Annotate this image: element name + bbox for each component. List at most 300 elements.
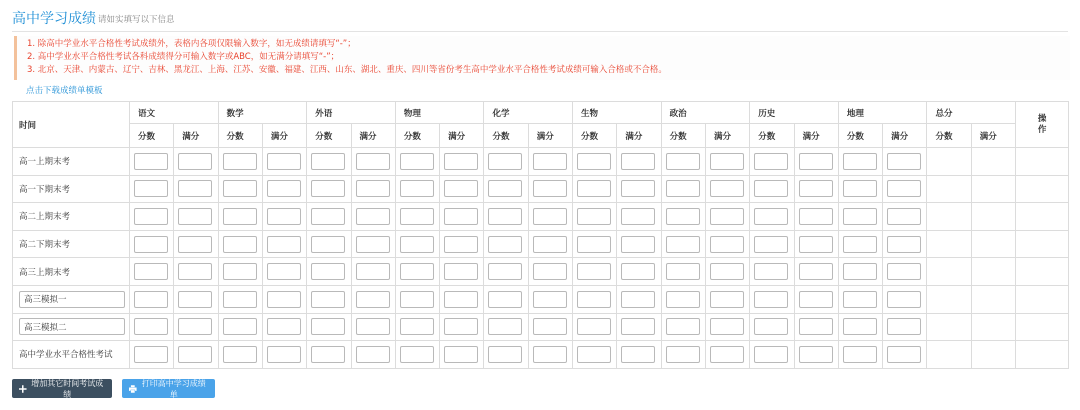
score-input[interactable] xyxy=(843,180,877,197)
score-input[interactable] xyxy=(134,318,168,335)
score-input[interactable] xyxy=(843,291,877,308)
score-input[interactable] xyxy=(311,208,345,225)
score-cell xyxy=(573,313,617,341)
score-input[interactable] xyxy=(311,318,345,335)
score-input[interactable] xyxy=(843,236,877,253)
full-score-input[interactable] xyxy=(887,180,921,197)
score-input[interactable] xyxy=(577,318,611,335)
full-score-input[interactable] xyxy=(267,346,301,363)
score-input[interactable] xyxy=(134,236,168,253)
operation-cell xyxy=(1016,341,1069,369)
score-input[interactable] xyxy=(843,208,877,225)
full-score-input[interactable] xyxy=(267,180,301,197)
full-score-input[interactable] xyxy=(799,291,833,308)
score-cell xyxy=(351,175,395,203)
subject-header: 语文 xyxy=(130,102,219,124)
full-score-input[interactable] xyxy=(178,346,212,363)
full-score-input[interactable] xyxy=(887,153,921,170)
notice-line-3: 3. 北京、天津、内蒙古、辽宁、吉林、黑龙江、上海、江苏、安徽、福建、江西、山东、湖北、重庆、四川等省份考生高中学业水平合格性考试成绩可输入合格或不合格。 xyxy=(27,65,667,75)
score-col-header: 分数 xyxy=(395,124,439,148)
full-score-input[interactable] xyxy=(444,208,478,225)
printer-icon xyxy=(129,385,137,393)
full-score-input[interactable] xyxy=(887,236,921,253)
score-cell xyxy=(484,258,528,286)
score-cell xyxy=(838,285,882,313)
full-score-input[interactable] xyxy=(444,346,478,363)
score-input[interactable] xyxy=(400,291,434,308)
full-score-input[interactable] xyxy=(356,180,390,197)
score-input[interactable] xyxy=(666,291,700,308)
score-cell xyxy=(528,258,572,286)
full-col-header: 满分 xyxy=(617,124,661,148)
full-score-input[interactable] xyxy=(356,291,390,308)
full-score-input[interactable] xyxy=(356,236,390,253)
subject-header: 生物 xyxy=(573,102,662,124)
score-input[interactable] xyxy=(134,291,168,308)
score-cell xyxy=(218,341,262,369)
score-cell xyxy=(661,341,705,369)
score-cell xyxy=(750,285,794,313)
score-cell xyxy=(838,203,882,231)
score-cell xyxy=(617,175,661,203)
score-input[interactable] xyxy=(488,318,522,335)
full-score-input[interactable] xyxy=(710,291,744,308)
row-label-cell xyxy=(13,313,130,341)
full-score-input[interactable] xyxy=(710,346,744,363)
score-input[interactable] xyxy=(223,346,257,363)
score-input[interactable] xyxy=(311,153,345,170)
total-score-cell xyxy=(927,285,971,313)
full-score-input[interactable] xyxy=(267,236,301,253)
score-input[interactable] xyxy=(400,263,434,280)
table-row xyxy=(13,175,1069,203)
total-score-cell xyxy=(927,175,971,203)
score-input[interactable] xyxy=(223,180,257,197)
score-input[interactable] xyxy=(400,236,434,253)
score-input[interactable] xyxy=(577,291,611,308)
score-input[interactable] xyxy=(754,263,788,280)
full-score-input[interactable] xyxy=(356,346,390,363)
score-cell xyxy=(395,175,439,203)
score-input[interactable] xyxy=(223,236,257,253)
score-cell xyxy=(617,285,661,313)
total-score-cell xyxy=(927,203,971,231)
table-row xyxy=(13,258,1069,286)
plus-icon xyxy=(19,385,27,393)
score-input[interactable] xyxy=(223,291,257,308)
full-score-input[interactable] xyxy=(621,346,655,363)
score-input[interactable] xyxy=(666,153,700,170)
score-input[interactable] xyxy=(488,346,522,363)
score-cell xyxy=(307,175,351,203)
score-cell xyxy=(262,175,306,203)
table-row xyxy=(13,285,1069,313)
full-score-input[interactable] xyxy=(356,208,390,225)
score-cell xyxy=(838,148,882,176)
full-score-input[interactable] xyxy=(444,318,478,335)
score-input[interactable] xyxy=(754,208,788,225)
total-full-cell xyxy=(971,175,1015,203)
score-cell xyxy=(883,313,927,341)
add-exam-button[interactable] xyxy=(12,379,112,398)
score-cell xyxy=(174,341,218,369)
score-cell xyxy=(573,230,617,258)
exam-name-input[interactable] xyxy=(19,291,125,308)
full-score-input[interactable] xyxy=(444,153,478,170)
full-score-input[interactable] xyxy=(267,263,301,280)
score-cell xyxy=(262,285,306,313)
score-input[interactable] xyxy=(754,318,788,335)
score-cell xyxy=(262,258,306,286)
score-cell xyxy=(307,313,351,341)
score-cell xyxy=(750,341,794,369)
score-cell xyxy=(573,341,617,369)
full-score-input[interactable] xyxy=(887,263,921,280)
score-input[interactable] xyxy=(754,153,788,170)
score-input[interactable] xyxy=(666,318,700,335)
subject-header: 历史 xyxy=(750,102,839,124)
score-cell xyxy=(395,148,439,176)
full-score-input[interactable] xyxy=(799,346,833,363)
score-input[interactable] xyxy=(843,318,877,335)
score-input[interactable] xyxy=(488,180,522,197)
score-input[interactable] xyxy=(666,180,700,197)
score-cell xyxy=(484,175,528,203)
subject-header: 政治 xyxy=(661,102,750,124)
score-input[interactable] xyxy=(311,263,345,280)
full-score-input[interactable] xyxy=(267,318,301,335)
score-input[interactable] xyxy=(223,318,257,335)
operation-cell xyxy=(1016,285,1069,313)
full-score-input[interactable] xyxy=(710,236,744,253)
score-cell xyxy=(705,203,749,231)
score-input[interactable] xyxy=(577,263,611,280)
score-col-header: 分数 xyxy=(130,124,174,148)
notice-line-1: 1. 除高中学业水平合格性考试成绩外，表格内各项仅限输入数字，如无成绩请填写“-”； xyxy=(27,39,356,49)
score-cell xyxy=(440,258,484,286)
score-input[interactable] xyxy=(223,208,257,225)
full-score-input[interactable] xyxy=(178,208,212,225)
score-cell xyxy=(750,258,794,286)
score-input[interactable] xyxy=(843,263,877,280)
notice-box xyxy=(14,36,1070,80)
score-cell xyxy=(617,341,661,369)
score-cell xyxy=(174,175,218,203)
score-input[interactable] xyxy=(577,236,611,253)
score-input[interactable] xyxy=(488,291,522,308)
score-col-header: 分数 xyxy=(750,124,794,148)
score-cell xyxy=(528,203,572,231)
score-cell xyxy=(573,148,617,176)
total-score-cell xyxy=(927,313,971,341)
score-cell xyxy=(307,148,351,176)
score-cell xyxy=(838,258,882,286)
score-cell xyxy=(661,203,705,231)
operation-header xyxy=(1016,102,1069,148)
score-cell xyxy=(705,175,749,203)
table-row xyxy=(13,341,1069,369)
full-score-input[interactable] xyxy=(621,236,655,253)
notice-line-2: 2. 高中学业水平合格性考试各科成绩得分可输入数字或ABC，如无满分请填写“-”； xyxy=(27,52,340,62)
score-input[interactable] xyxy=(400,208,434,225)
full-score-input[interactable] xyxy=(799,153,833,170)
score-cell xyxy=(838,175,882,203)
total-full-cell xyxy=(971,230,1015,258)
score-cell xyxy=(262,230,306,258)
score-input[interactable] xyxy=(843,346,877,363)
full-score-input[interactable] xyxy=(178,318,212,335)
score-cell xyxy=(218,148,262,176)
score-input[interactable] xyxy=(134,153,168,170)
score-cell xyxy=(130,230,174,258)
score-cell xyxy=(794,175,838,203)
row-label: 高一上期末考 xyxy=(13,148,130,176)
score-cell xyxy=(617,258,661,286)
total-full-cell xyxy=(971,313,1015,341)
full-col-header: 满分 xyxy=(174,124,218,148)
score-cell xyxy=(484,148,528,176)
score-cell xyxy=(130,313,174,341)
full-score-input[interactable] xyxy=(533,180,567,197)
full-score-input[interactable] xyxy=(710,180,744,197)
score-cell xyxy=(705,230,749,258)
score-cell xyxy=(262,341,306,369)
score-cell xyxy=(484,341,528,369)
print-button[interactable] xyxy=(122,379,215,398)
full-score-input[interactable] xyxy=(444,263,478,280)
score-cell xyxy=(528,148,572,176)
score-input[interactable] xyxy=(400,180,434,197)
full-score-input[interactable] xyxy=(178,180,212,197)
table-row xyxy=(13,148,1069,176)
score-input[interactable] xyxy=(577,346,611,363)
full-score-input[interactable] xyxy=(621,291,655,308)
score-cell xyxy=(573,285,617,313)
score-cell xyxy=(883,148,927,176)
score-cell xyxy=(218,285,262,313)
full-score-input[interactable] xyxy=(799,180,833,197)
score-input[interactable] xyxy=(488,153,522,170)
score-input[interactable] xyxy=(488,208,522,225)
score-cell xyxy=(440,313,484,341)
full-score-input[interactable] xyxy=(710,153,744,170)
score-cell xyxy=(307,285,351,313)
operation-cell xyxy=(1016,175,1069,203)
score-cell xyxy=(307,203,351,231)
full-score-input[interactable] xyxy=(887,318,921,335)
full-score-input[interactable] xyxy=(799,263,833,280)
full-score-input[interactable] xyxy=(267,291,301,308)
full-score-input[interactable] xyxy=(267,208,301,225)
score-cell xyxy=(661,313,705,341)
operation-cell xyxy=(1016,313,1069,341)
score-cell xyxy=(174,203,218,231)
score-cell xyxy=(528,175,572,203)
full-score-input[interactable] xyxy=(444,180,478,197)
score-input[interactable] xyxy=(666,236,700,253)
score-cell xyxy=(262,203,306,231)
score-cell xyxy=(351,230,395,258)
full-score-input[interactable] xyxy=(178,263,212,280)
score-cell xyxy=(395,258,439,286)
score-cell xyxy=(130,285,174,313)
score-col-header: 分数 xyxy=(218,124,262,148)
subject-header: 地理 xyxy=(838,102,927,124)
score-input[interactable] xyxy=(400,346,434,363)
score-input[interactable] xyxy=(754,291,788,308)
score-cell xyxy=(794,203,838,231)
score-input[interactable] xyxy=(843,153,877,170)
score-cell xyxy=(883,258,927,286)
score-input[interactable] xyxy=(311,346,345,363)
full-score-input[interactable] xyxy=(178,236,212,253)
full-col-header: 满分 xyxy=(883,124,927,148)
score-input[interactable] xyxy=(311,236,345,253)
score-col-header: 分数 xyxy=(661,124,705,148)
subject-header: 化学 xyxy=(484,102,573,124)
subject-header: 数学 xyxy=(218,102,307,124)
score-cell xyxy=(351,148,395,176)
row-label: 高二下期末考 xyxy=(13,230,130,258)
score-cell xyxy=(174,258,218,286)
full-score-input[interactable] xyxy=(799,208,833,225)
score-input[interactable] xyxy=(311,291,345,308)
full-score-input[interactable] xyxy=(533,291,567,308)
full-score-input[interactable] xyxy=(356,263,390,280)
score-input[interactable] xyxy=(666,346,700,363)
score-cell xyxy=(528,313,572,341)
score-cell xyxy=(351,313,395,341)
full-score-input[interactable] xyxy=(887,208,921,225)
score-cell xyxy=(130,341,174,369)
full-score-input[interactable] xyxy=(710,208,744,225)
total-full-cell xyxy=(971,203,1015,231)
full-score-input[interactable] xyxy=(799,318,833,335)
score-input[interactable] xyxy=(134,263,168,280)
exam-name-input[interactable] xyxy=(19,318,125,335)
total-score-cell xyxy=(927,230,971,258)
full-score-input[interactable] xyxy=(533,153,567,170)
score-input[interactable] xyxy=(577,180,611,197)
page-title: 高中学习成绩 xyxy=(12,11,96,27)
score-cell xyxy=(750,230,794,258)
score-input[interactable] xyxy=(400,153,434,170)
full-col-header: 满分 xyxy=(262,124,306,148)
score-cell xyxy=(395,285,439,313)
score-cell xyxy=(661,258,705,286)
score-cell xyxy=(440,175,484,203)
score-cell xyxy=(440,341,484,369)
score-input[interactable] xyxy=(577,153,611,170)
score-cell xyxy=(218,258,262,286)
score-cell xyxy=(794,230,838,258)
operation-cell xyxy=(1016,258,1069,286)
score-cell xyxy=(218,313,262,341)
score-cell xyxy=(130,203,174,231)
scores-table xyxy=(12,101,1069,369)
score-col-header: 分数 xyxy=(927,124,971,148)
full-score-input[interactable] xyxy=(710,318,744,335)
full-score-input[interactable] xyxy=(356,318,390,335)
score-cell xyxy=(395,341,439,369)
score-cell xyxy=(174,285,218,313)
score-cell xyxy=(528,230,572,258)
full-score-input[interactable] xyxy=(799,236,833,253)
score-input[interactable] xyxy=(134,180,168,197)
score-input[interactable] xyxy=(666,263,700,280)
score-cell xyxy=(307,230,351,258)
full-score-input[interactable] xyxy=(887,291,921,308)
full-score-input[interactable] xyxy=(621,318,655,335)
download-template-link[interactable]: 点击下载成绩单模板 xyxy=(26,86,103,96)
full-score-input[interactable] xyxy=(533,208,567,225)
full-score-input[interactable] xyxy=(533,236,567,253)
full-score-input[interactable] xyxy=(621,153,655,170)
page-subtitle: 请如实填写以下信息 xyxy=(98,15,175,25)
score-input[interactable] xyxy=(134,346,168,363)
score-cell xyxy=(351,341,395,369)
score-input[interactable] xyxy=(223,263,257,280)
subject-header: 物理 xyxy=(395,102,484,124)
score-col-header: 分数 xyxy=(573,124,617,148)
full-score-input[interactable] xyxy=(887,346,921,363)
full-score-input[interactable] xyxy=(621,263,655,280)
full-score-input[interactable] xyxy=(444,236,478,253)
row-label-cell xyxy=(13,285,130,313)
full-score-input[interactable] xyxy=(178,291,212,308)
score-input[interactable] xyxy=(754,180,788,197)
full-score-input[interactable] xyxy=(533,346,567,363)
full-score-input[interactable] xyxy=(621,208,655,225)
score-input[interactable] xyxy=(754,346,788,363)
full-score-input[interactable] xyxy=(444,291,478,308)
score-cell xyxy=(750,203,794,231)
score-cell xyxy=(573,258,617,286)
operation-cell xyxy=(1016,148,1069,176)
score-input[interactable] xyxy=(666,208,700,225)
full-score-input[interactable] xyxy=(178,153,212,170)
score-cell xyxy=(883,175,927,203)
score-input[interactable] xyxy=(488,236,522,253)
score-cell xyxy=(484,203,528,231)
score-cell xyxy=(440,148,484,176)
full-score-input[interactable] xyxy=(710,263,744,280)
score-input[interactable] xyxy=(577,208,611,225)
score-cell xyxy=(617,230,661,258)
row-label: 高二上期末考 xyxy=(13,203,130,231)
full-score-input[interactable] xyxy=(533,318,567,335)
score-input[interactable] xyxy=(488,263,522,280)
full-score-input[interactable] xyxy=(533,263,567,280)
score-input[interactable] xyxy=(754,236,788,253)
full-score-input[interactable] xyxy=(356,153,390,170)
full-score-input[interactable] xyxy=(621,180,655,197)
total-full-cell xyxy=(971,148,1015,176)
score-cell xyxy=(528,341,572,369)
score-cell xyxy=(794,341,838,369)
score-cell xyxy=(705,148,749,176)
score-cell xyxy=(838,341,882,369)
score-cell xyxy=(440,230,484,258)
score-input[interactable] xyxy=(223,153,257,170)
score-input[interactable] xyxy=(400,318,434,335)
score-input[interactable] xyxy=(134,208,168,225)
total-header: 总分 xyxy=(927,102,1016,124)
full-score-input[interactable] xyxy=(267,153,301,170)
table-row xyxy=(13,203,1069,231)
score-input[interactable] xyxy=(311,180,345,197)
score-cell xyxy=(395,230,439,258)
